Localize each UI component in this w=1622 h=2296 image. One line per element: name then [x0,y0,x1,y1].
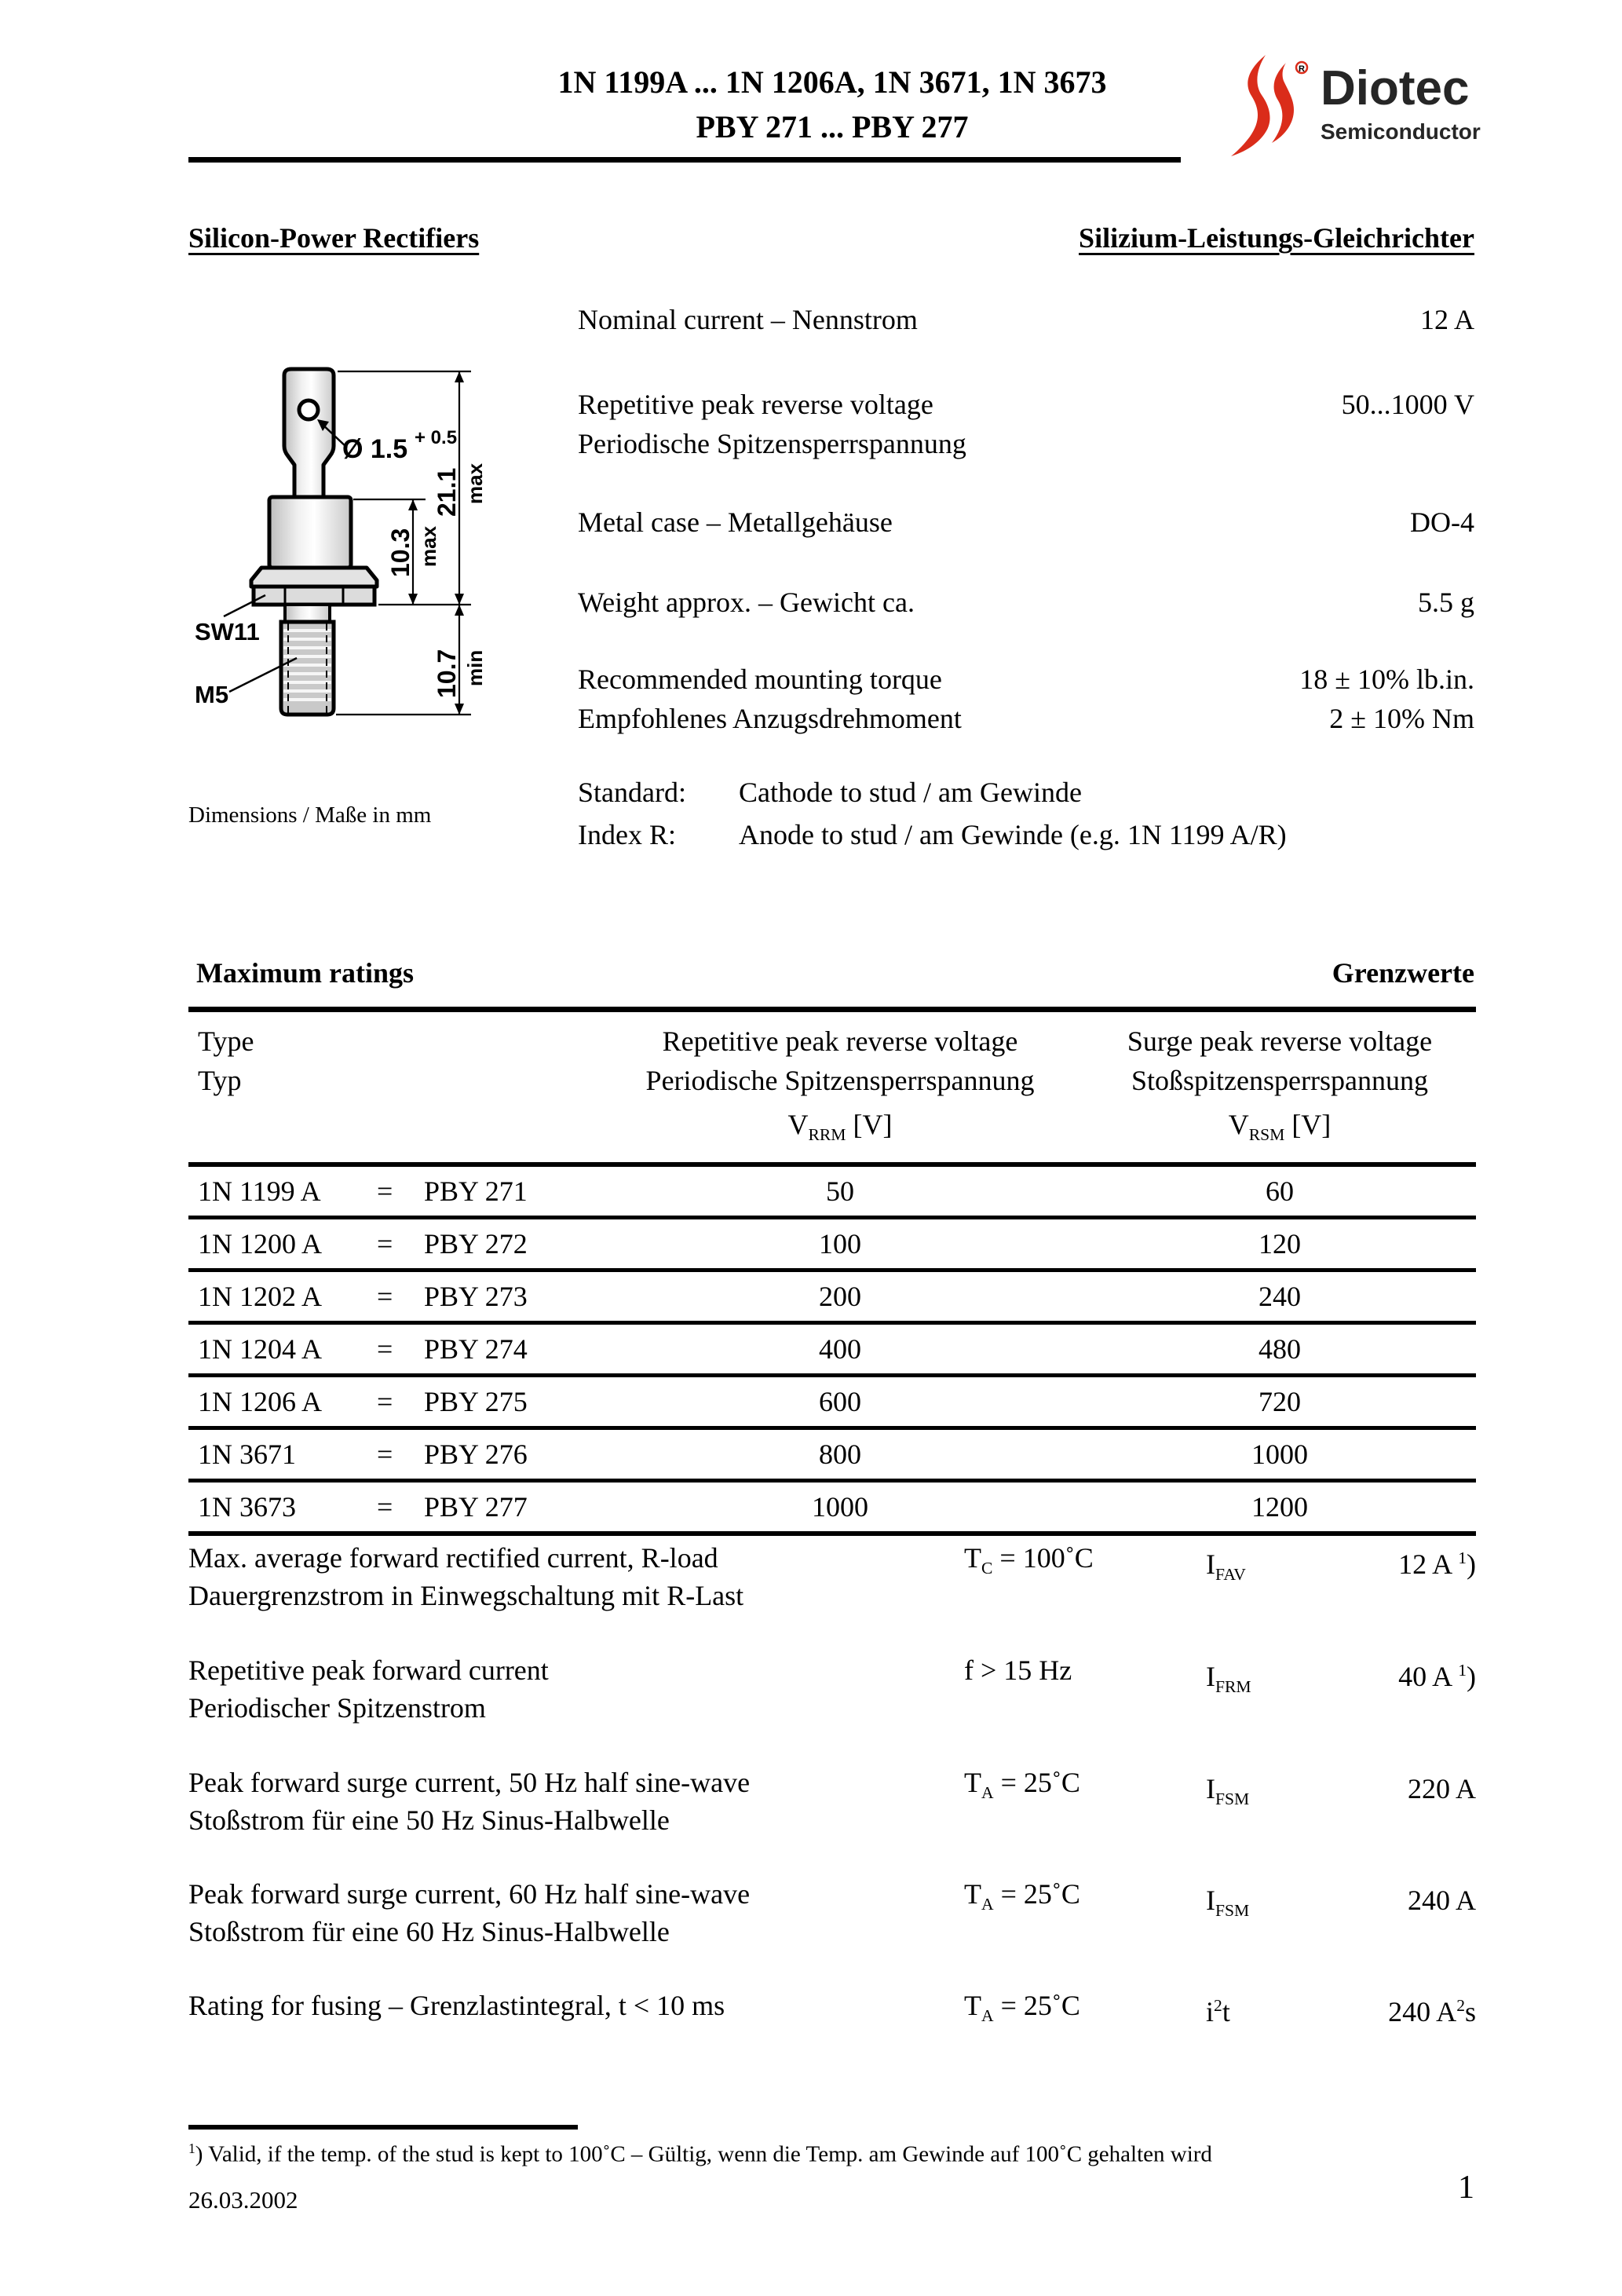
rating-symbol: $I_{FSM}$ [1206,1773,1250,1809]
max-ratings-heading: Maximum ratings [196,957,414,989]
rating-label: Rating for fusing – Grenzlastintegral, t < 10 ms [188,1990,725,2021]
rating-value: 240 A [1407,1885,1476,1916]
col-vrrm-header: Repetitive peak reverse voltage Periodische Spitzensperrspannung $V_{RRM}$ [V] [645,1026,1035,1145]
dimensions-caption: Dimensions / Maße in mm [188,803,432,828]
spec-label: Recommended mounting torque Empfohlenes Anzugsdrehmoment [578,664,962,734]
rating-label: Peak forward surge current, 60 Hz half sine-wave Stoßstrom für eine 60 Hz Sinus-Halbwelle [188,1878,751,1947]
table-row: 1N 1206 A = PBY 275 600 720 [188,1377,1476,1430]
table-row: 1N 1200 A = PBY 272 100 120 [188,1219,1476,1272]
spec-row-weight [578,583,1474,622]
dim-total-label: 21.1 [433,467,461,517]
grenzwerte-heading: Grenzwerte [1332,957,1474,989]
wrench-size-label: SW11 [195,618,260,645]
section-heading-en: Silicon-Power Rectifiers [188,222,480,254]
rating-symbol: $I_{FRM}$ [1206,1661,1251,1697]
rating-value: 12 A $^1$) [1398,1548,1476,1580]
table-header [188,1007,1476,1167]
spec-value: 50...1000 V [1341,389,1474,420]
spec-row-mounting-torque [578,660,1474,738]
col-vrsm-header: Surge peak reverse voltage Stoßspitzensperrspannung $V_{RSM}$ [V] [1127,1026,1433,1145]
table-row: 1N 3671 = PBY 276 800 1000 [188,1430,1476,1483]
spec-label: Metal case – Metallgehäuse [578,506,893,538]
dim-body-label: 10.3 [386,528,415,577]
rating-value: 240 $A^2s$ [1388,1996,1476,2027]
spec-row-metal-case [578,503,1474,542]
spec-label: Weight approx. – Gewicht ca. [578,587,915,618]
rating-row-ifav [188,1539,1476,1614]
ratings-table [188,1007,1476,1536]
spec-label: Nominal current – Nennstrom [578,304,918,335]
page-number: 1 [1458,2170,1474,2206]
rating-value: 220 A [1407,1773,1476,1804]
table-row: 1N 1202 A = PBY 273 200 240 [188,1272,1476,1325]
hole-tolerance-label: + 0.5 [415,427,458,448]
spec-label: Repetitive peak reverse voltage Periodische Spitzensperrspannung [578,389,966,459]
polarity-note [578,771,1287,856]
spec-value: DO-4 [1410,506,1474,538]
rating-label: Repetitive peak forward current Periodischer Spitzenstrom [188,1654,549,1724]
brand-logo [1222,50,1481,165]
rating-row-ifsm-50hz [188,1764,1476,1839]
table-row: 1N 1204 A = PBY 274 400 480 [188,1325,1476,1377]
rating-symbol: $i^2t$ [1206,1996,1230,2027]
spec-value: 12 A [1419,304,1474,335]
footnote-marker: 1 [188,2141,195,2156]
rating-condition: f > 15 Hz [964,1654,1072,1686]
doc-date: 26.03.2002 [188,2186,298,2214]
hole-diameter-label: Ø 1.5 [342,434,408,464]
rating-condition: $T_A$ = 25˚C [964,1990,1080,2026]
package-drawing [181,345,526,754]
thread-size-label: M5 [195,681,229,708]
rating-row-ifsm-60hz [188,1875,1476,1951]
dim-stud-qualifier: min [463,649,487,686]
footnote-rule [188,2125,578,2130]
table-row: 1N 3673 = PBY 277 1000 1200 [188,1483,1476,1536]
brand-text [1321,61,1481,144]
footnote: $^1$) Valid, if the temp. of the stud is kept to 100˚C – Gültig, wenn die Temp. am Gewinde auf 100˚C gehalten wird [188,2141,1212,2167]
dim-body-qualifier: max [417,525,440,567]
section-heading-de: Silizium-Leistungs-Gleichrichter [1079,222,1474,254]
brand-subtitle: Semiconductor [1321,119,1481,144]
rating-label: Peak forward surge current, 50 Hz half sine-wave Stoßstrom für eine 50 Hz Sinus-Halbwelle [188,1767,751,1836]
doc-title-line1: 1N 1199A ... 1N 1206A, 1N 3671, 1N 3673 [557,64,1107,100]
rating-condition: $T_A$ = 25˚C [964,1767,1080,1803]
table-row: 1N 1199 A = PBY 271 50 60 [188,1167,1476,1219]
col-type-header: Type Typ [198,1026,254,1096]
rating-condition: $T_C$ = 100˚C [964,1542,1094,1578]
spec-value: 5.5 g [1418,587,1474,618]
rating-value: 40 A $^1$) [1398,1661,1476,1692]
dim-total-qualifier: max [463,462,487,504]
spec-row-nominal-current [578,300,1474,339]
doc-title-line2: PBY 271 ... PBY 277 [696,109,969,144]
rating-condition: $T_A$ = 25˚C [964,1878,1080,1914]
rating-symbol: $I_{FAV}$ [1206,1548,1246,1585]
spec-value: 18 ± 10% lb.in. 2 ± 10% Nm [1299,664,1474,734]
diotec-flame-icon [1222,50,1314,165]
polarity-index-row: Index R: Anode to stud / am Gewinde (e.g. 1N 1199 A/R) [578,819,1287,850]
brand-name: Diotec [1321,61,1470,115]
doc-title [283,60,1382,149]
svg-text:R: R [1299,64,1305,74]
header-rule [188,157,1181,163]
spec-row-repetitive-voltage [578,385,1474,463]
dim-stud-label: 10.7 [433,649,461,698]
rating-label: Max. average forward rectified current, R-load Dauergrenzstrom in Einwegschaltung mit R-Last [188,1542,744,1611]
rating-row-ifrm [188,1651,1476,1727]
rating-symbol: $I_{FSM}$ [1206,1885,1250,1921]
polarity-standard-row: Standard: Cathode to stud / am Gewinde [578,777,1082,808]
rating-row-i2t [188,1987,1476,2041]
